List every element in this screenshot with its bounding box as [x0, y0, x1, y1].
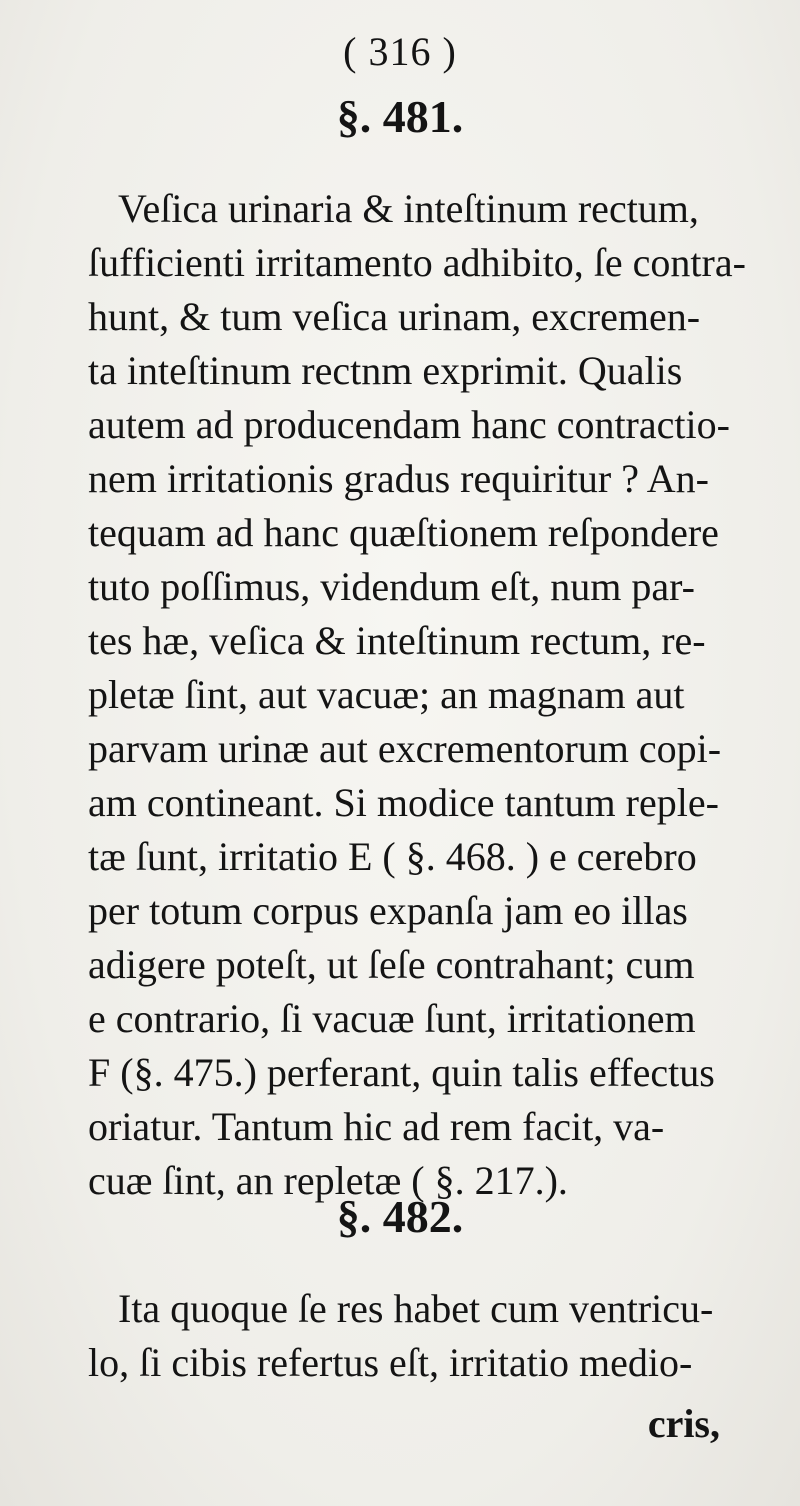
catchword: cris, — [647, 1401, 720, 1446]
text-line: per totum corpus expanſa jam eo illas — [88, 888, 688, 933]
text-line: tes hæ, veſica & inteſtinum rectum, re- — [88, 618, 706, 663]
text-line: lo, ſi cibis refertus eſt, irritatio medio- — [88, 1340, 693, 1385]
text-line: autem ad producendam hanc contractio- — [88, 402, 730, 447]
text-line: ſufficienti irritamento adhibito, ſe contra- — [88, 240, 746, 285]
text-line: parvam urinæ aut excrementorum copi- — [88, 726, 722, 771]
text-line: oriatur. Tantum hic ad rem facit, va- — [88, 1104, 665, 1149]
section-heading-481: §. 481. — [336, 91, 464, 142]
page-number: ( 316 ) — [343, 29, 457, 74]
text-line: pletæ ſint, aut vacuæ; an magnam aut — [88, 672, 685, 717]
text-line: am contineant. Si modice tantum reple- — [88, 780, 719, 825]
text-line: tæ ſunt, irritatio E ( §. 468. ) e cerebro — [88, 834, 697, 879]
text-line: adigere poteſt, ut ſeſe contrahant; cum — [88, 942, 695, 987]
section-heading-482: §. 482. — [336, 1191, 464, 1242]
text-line: cuæ ſint, an repletæ ( §. 217.). — [88, 1158, 568, 1203]
text-line: Veſica urinaria & inteſtinum rectum, — [118, 186, 699, 231]
text-line: hunt, & tum veſica urinam, excremen- — [88, 294, 701, 339]
text-line: Ita quoque ſe res habet cum ventricu- — [118, 1286, 714, 1331]
text-line: e contrario, ſi vacuæ ſunt, irritationem — [88, 996, 696, 1041]
text-line: nem irritationis gradus requiritur ? An- — [88, 456, 709, 501]
text-line: tuto poſſimus, videndum eſt, num par- — [88, 564, 695, 609]
text-line: ta inteſtinum rectnm exprimit. Qualis — [88, 348, 683, 393]
text-line: tequam ad hanc quæſtionem reſpondere — [88, 510, 719, 555]
text-line: F (§. 475.) perferant, quin talis effectus — [88, 1050, 715, 1095]
